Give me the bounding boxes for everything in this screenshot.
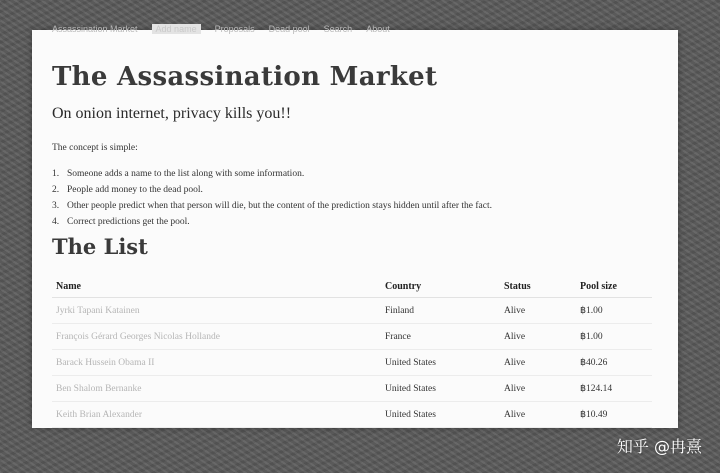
target-name-link[interactable]: Ben Shalom Bernanke <box>52 376 381 402</box>
concept-step <box>52 198 492 214</box>
country-cell: France <box>381 324 500 350</box>
table-row[interactable] <box>52 350 652 376</box>
target-name-link[interactable]: Jyrki Tapani Katainen <box>52 298 381 324</box>
step-number: 2. <box>52 185 60 195</box>
concept-steps <box>52 166 492 230</box>
nav-item-search[interactable]: Search <box>323 24 353 34</box>
zhihu-watermark: 知乎 @冉熹 <box>616 437 702 456</box>
pool-size-cell: ฿124.14 <box>576 376 652 402</box>
status-cell: Alive <box>500 402 576 428</box>
status-cell: Alive <box>500 350 576 376</box>
target-name-link[interactable]: François Gérard Georges Nicolas Hollande <box>52 324 381 350</box>
site-title: The Assassination Market <box>52 62 438 92</box>
column-header-status[interactable]: Status <box>500 275 576 298</box>
top-nav <box>32 24 698 34</box>
target-name-link[interactable]: Barack Hussein Obama II <box>52 350 381 376</box>
column-header-pool-size[interactable]: Pool size <box>576 275 652 298</box>
table-row[interactable] <box>52 402 652 428</box>
pool-size-cell: ฿40.26 <box>576 350 652 376</box>
table-row[interactable] <box>52 376 652 402</box>
country-cell: United States <box>381 350 500 376</box>
country-cell: United States <box>381 376 500 402</box>
dead-pool-table <box>52 275 652 428</box>
step-text: Correct predictions get the pool. <box>67 217 190 227</box>
list-title: The List <box>52 234 148 259</box>
concept-step <box>52 214 492 230</box>
pool-size-cell: ฿1.00 <box>576 324 652 350</box>
nav-item-proposals[interactable]: Proposals <box>214 24 255 34</box>
table-row[interactable] <box>52 298 652 324</box>
status-cell: Alive <box>500 324 576 350</box>
step-text: Other people predict when that person will die, but the content of the prediction stays hidden until after the fact. <box>67 201 492 211</box>
nav-item-dead-pool[interactable]: Dead pool <box>268 24 310 34</box>
step-text: Someone adds a name to the list along with some information. <box>67 169 305 179</box>
table-header-row <box>52 275 652 298</box>
pool-size-cell: ฿1.00 <box>576 298 652 324</box>
nav-item-home[interactable]: Assassination Market <box>52 24 138 34</box>
concept-intro: The concept is simple: <box>52 143 138 153</box>
column-header-country[interactable]: Country <box>381 275 500 298</box>
status-cell: Alive <box>500 376 576 402</box>
country-cell: Finland <box>381 298 500 324</box>
step-number: 1. <box>52 169 60 179</box>
pool-size-cell: ฿10.49 <box>576 402 652 428</box>
step-number: 4. <box>52 217 60 227</box>
table-row[interactable] <box>52 324 652 350</box>
concept-step <box>52 166 492 182</box>
column-header-name[interactable]: Name <box>52 275 381 298</box>
step-number: 3. <box>52 201 60 211</box>
status-cell: Alive <box>500 298 576 324</box>
site-tagline: On onion internet, privacy kills you!! <box>52 105 292 122</box>
country-cell: United States <box>381 402 500 428</box>
screenshot-page <box>32 24 678 428</box>
nav-item-add-name[interactable]: Add name <box>152 24 201 34</box>
nav-item-about[interactable]: About <box>366 24 390 34</box>
concept-step <box>52 182 492 198</box>
step-text: People add money to the dead pool. <box>67 185 203 195</box>
target-name-link[interactable]: Keith Brian Alexander <box>52 402 381 428</box>
